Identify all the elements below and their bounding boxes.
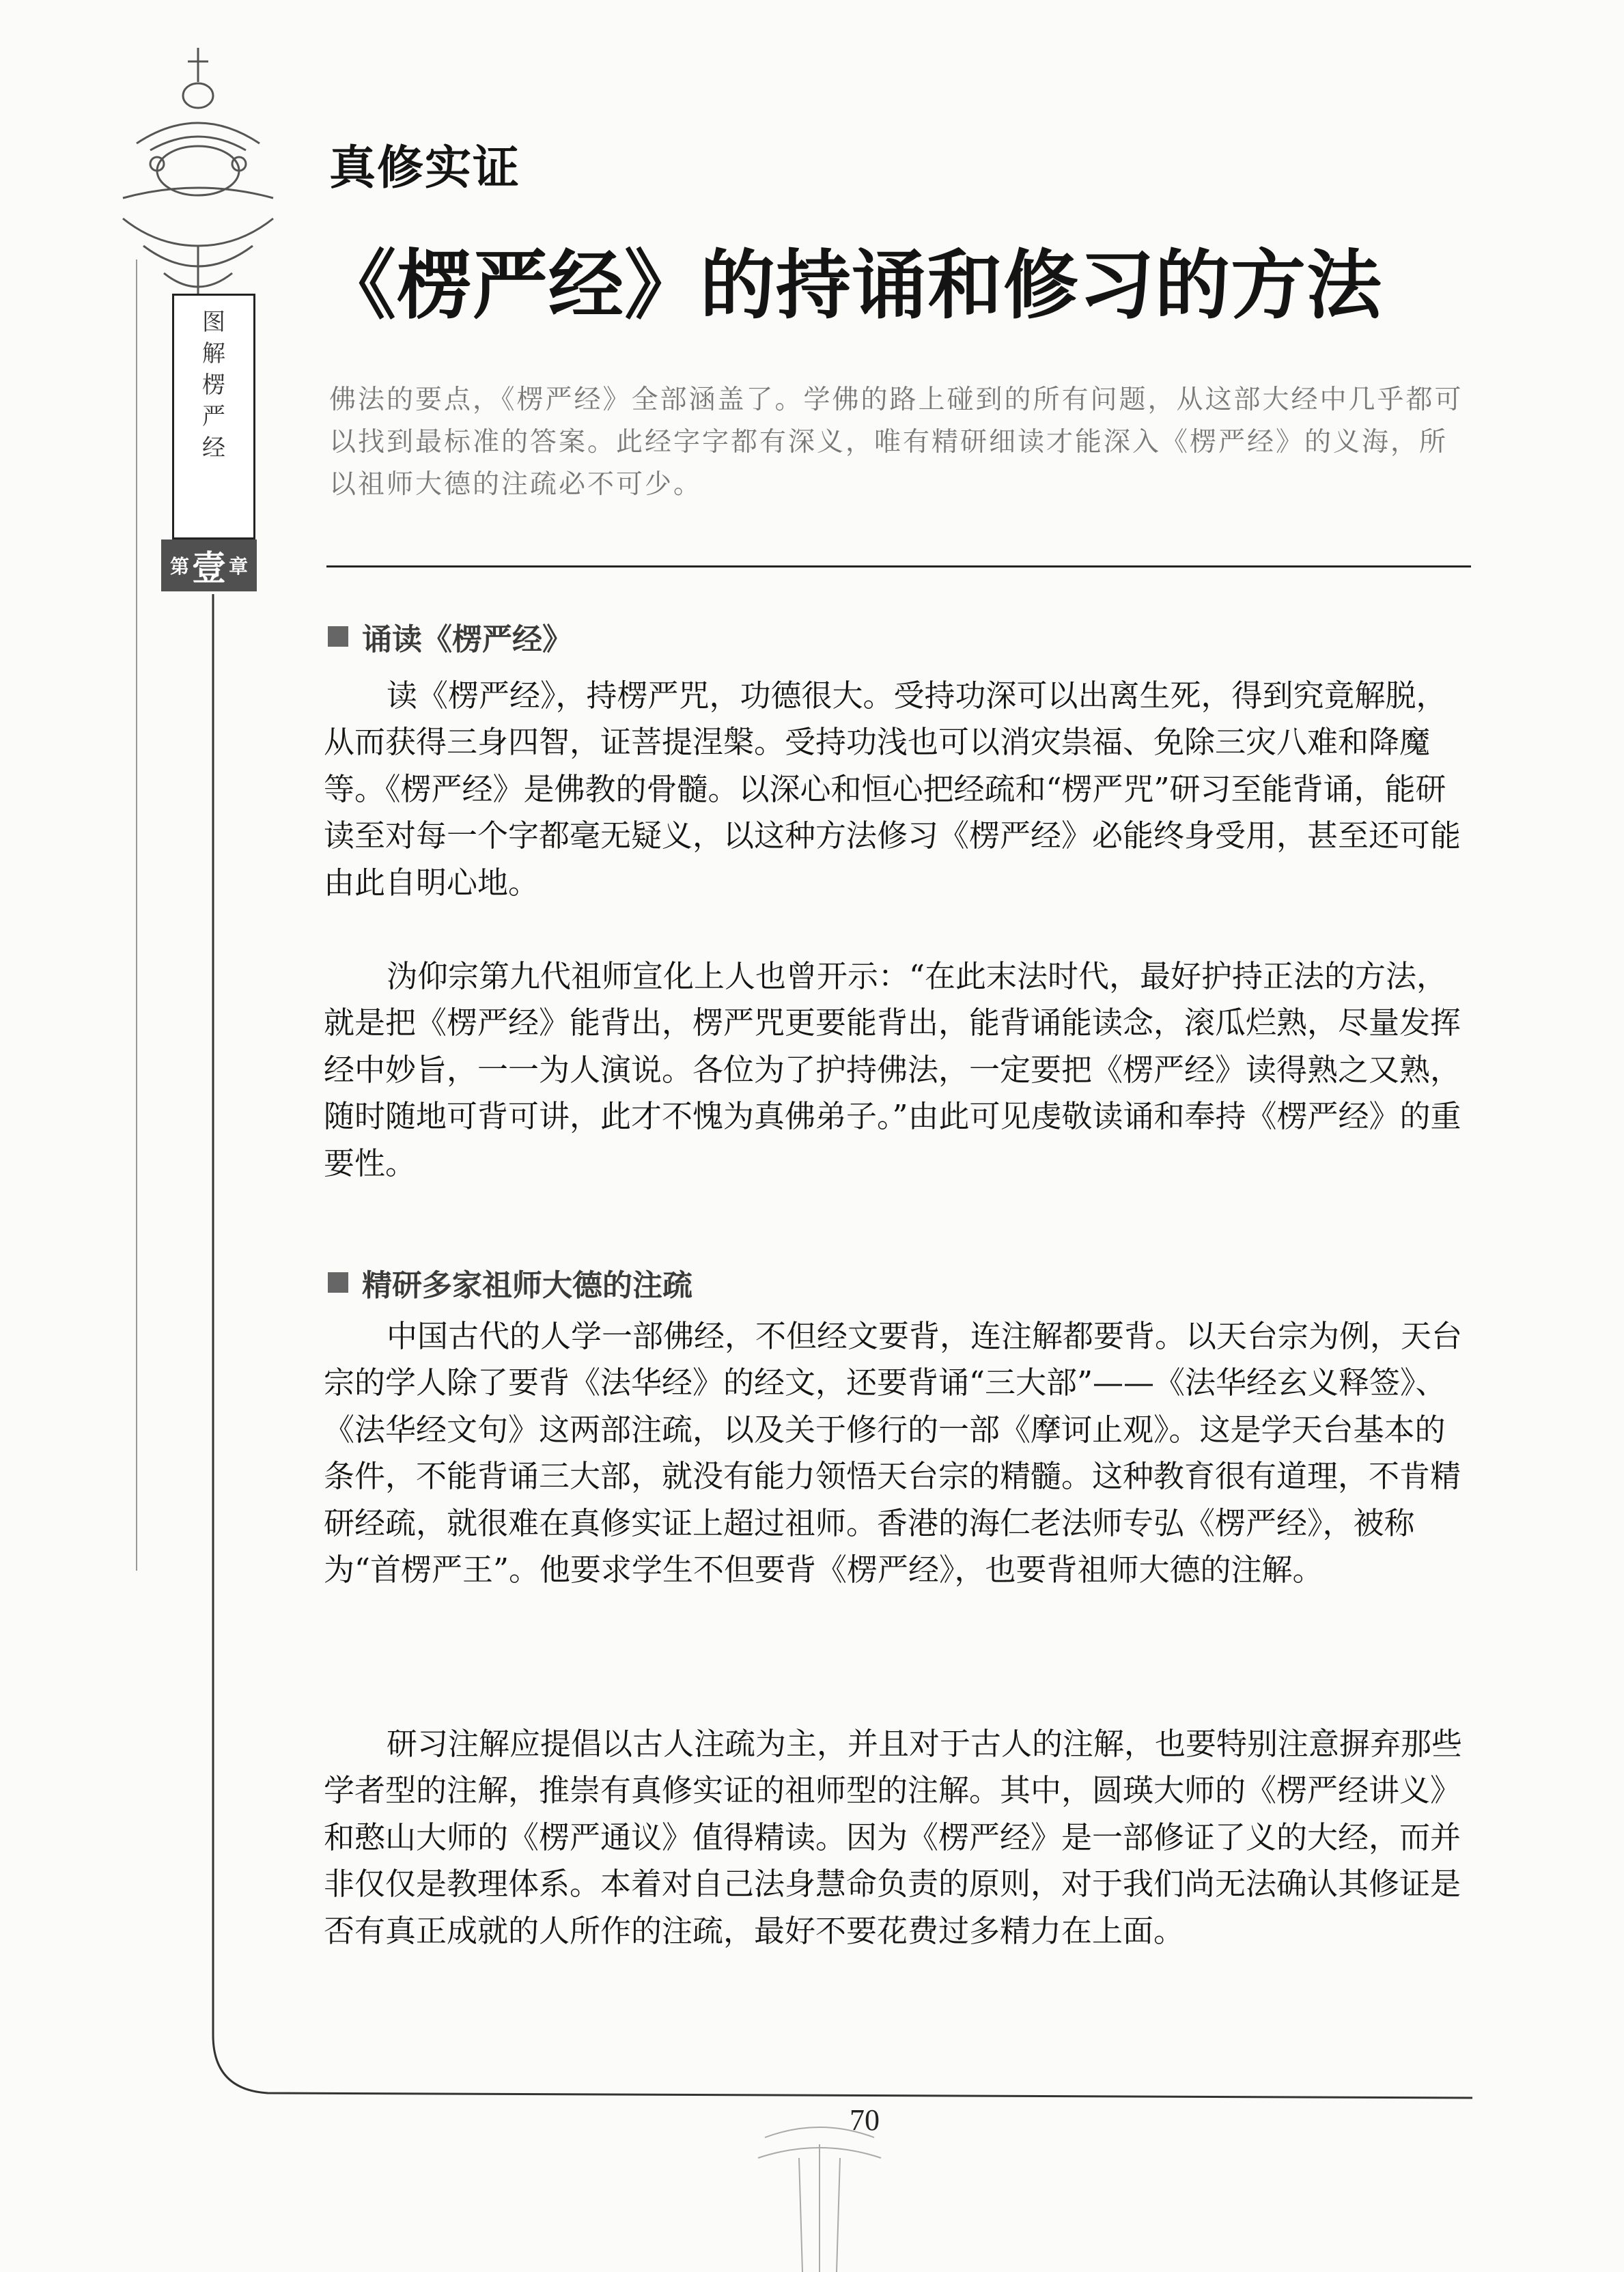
page-title: 《楞严经》的持诵和修习的方法 [321, 242, 1382, 329]
section-heading-text: 精研多家祖师大德的注疏 [362, 1268, 692, 1303]
section-heading-text: 诵读《楞严经》 [362, 622, 572, 657]
section-heading [328, 1261, 692, 1304]
side-label-char: 经 [202, 434, 225, 462]
chapter-number: 壹 [192, 548, 226, 588]
body-paragraph: 沩仰宗第九代祖师宣化上人也曾开示：“在此末法时代，最好护持正法的方法，就是把《楞严经》能背出，楞严咒更要能背出，能背诵能读念，滚瓜烂熟，尽量发挥经中妙旨，一一为人演说。各位为了护持佛法，一定要把《楞严经》读得熟之又熟，随时随地可背可讲，此才不愧为真佛弟子。”由此可见虔敬读诵和奉持《楞严经》的重要性。 [324, 958, 1461, 1181]
section-kicker: 真修实证 [329, 141, 521, 195]
side-label-char: 严 [202, 403, 225, 430]
chapter-badge [161, 539, 257, 591]
body-paragraph: 读《楞严经》，持楞严咒，功德很大。受持功深可以出离生死，得到究竟解脱，从而获得三身四智，证菩提涅槃。受持功浅也可以消灾祟福、免除三灾八难和降魔等。《楞严经》是佛教的骨髓。以深心和恒心把经疏和“楞严咒”研习至能背诵，能研读至对每一个字都毫无疑义，以这种方法修习《楞严经》必能终身受用，甚至还可能由此自明心地。 [324, 677, 1461, 901]
body-paragraph: 研习注解应提倡以古人注疏为主，并且对于古人的注解，也要特别注意摒弃那些学者型的注解，推崇有真修实证的祖师型的注解。其中，圆瑛大师的《楞严经讲义》和憨山大师的《楞严通议》值得精读。因为《楞严经》是一部修证了义的大经，而并非仅仅是教理体系。本着对自己法身慧命负责的原则，对于我们尚无法确认其修证是否有真正成就的人所作的注疏，最好不要花费过多精力在上面。 [324, 1726, 1463, 1949]
body-paragraph: 中国古代的人学一部佛经，不但经文要背，连注解都要背。以天台宗为例，天台宗的学人除了要背《法华经》的经文，还要背诵“三大部”——《法华经玄义释签》、《法华经文句》这两部注疏，以及关于修行的一部《摩诃止观》。这是学天台基本的条件，不能背诵三大部，就没有能力领悟天台宗的精髓。这种教育很有道理，不肯精研经疏，就很难在真修实证上超过祖师。香港的海仁老法师专弘《楞严经》，被称为“首楞严王”。他要求学生不但要背《楞严经》，也要背祖师大德的注解。 [324, 1318, 1463, 1588]
side-label-char: 解 [202, 340, 225, 367]
side-label-char: 楞 [202, 371, 225, 399]
intro-summary: 佛法的要点，《楞严经》全部涵盖了。学佛的路上碰到的所有问题，从这部大经中几乎都可以找到最标准的答案。此经字字都有深义，唯有精研细读才能深入《楞严经》的义海，所以祖师大德的注疏必不可少。 [329, 384, 1464, 500]
footer-ornament [738, 2117, 901, 2272]
chapter-suffix: 章 [229, 555, 249, 578]
book-title-vertical [172, 294, 255, 539]
lotus-ornament [96, 41, 280, 328]
divider [326, 565, 1471, 567]
section-heading [328, 615, 572, 658]
chapter-prefix: 第 [169, 555, 189, 578]
square-bullet-icon [328, 626, 348, 647]
side-label-char: 图 [202, 309, 225, 336]
square-bullet-icon [328, 1272, 348, 1293]
page-number: 70 [850, 2103, 880, 2137]
